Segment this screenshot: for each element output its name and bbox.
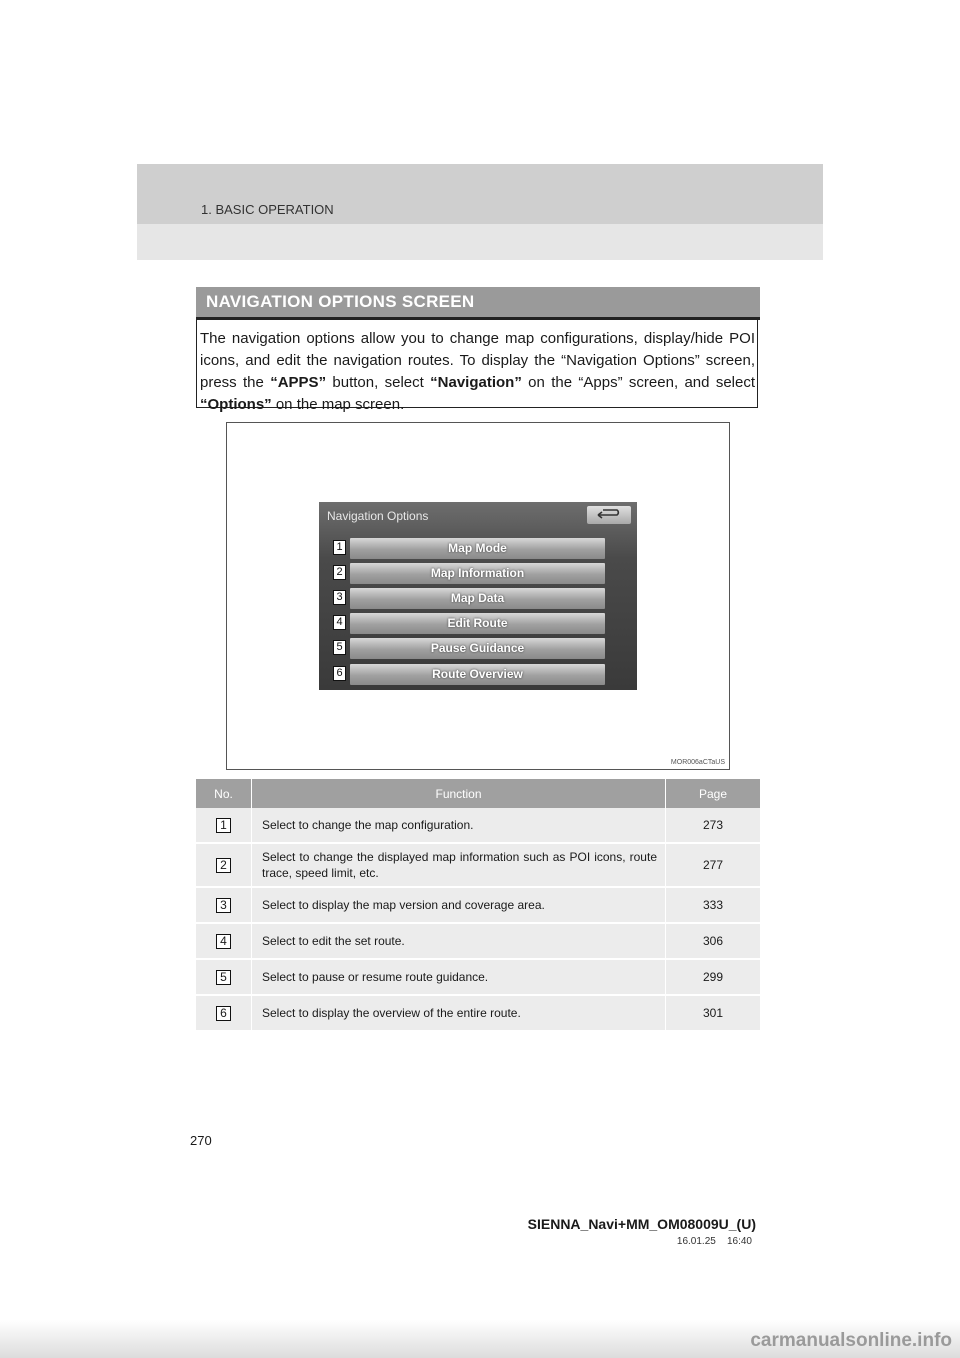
function-text: Select to pause or resume route guidance. (252, 959, 666, 995)
menu-row-edit-route (333, 613, 605, 634)
header-band (137, 164, 823, 260)
edit-route-button[interactable]: Edit Route (350, 613, 605, 634)
function-text: Select to change the displayed map information such as POI icons, route trace, speed limit, etc. (252, 843, 666, 887)
figure-frame (226, 422, 730, 770)
table-row (196, 923, 760, 959)
figure-code: MOR006aCTaUS (670, 759, 725, 766)
page-reference: 299 (666, 959, 761, 995)
map-information-button[interactable]: Map Information (350, 563, 605, 584)
function-text: Select to display the map version and coverage area. (252, 887, 666, 923)
table-row (196, 808, 760, 843)
page-reference: 301 (666, 995, 761, 1031)
number-badge: 4 (333, 615, 346, 630)
column-header-function: Function (252, 779, 666, 808)
menu-row-map-mode (333, 538, 605, 559)
map-data-button[interactable]: Map Data (350, 588, 605, 609)
menu-row-map-data (333, 588, 605, 609)
column-header-page: Page (666, 779, 761, 808)
page-reference: 273 (666, 808, 761, 843)
section-label: 1. BASIC OPERATION (201, 202, 334, 217)
watermark-bar (0, 1320, 960, 1358)
number-badge: 1 (333, 540, 346, 555)
table-header-row (196, 779, 760, 808)
function-table (196, 779, 760, 1032)
page-number: 270 (190, 1133, 212, 1148)
table-row (196, 887, 760, 923)
footer-timestamp: 16.01.25 16:40 (676, 1236, 752, 1247)
number-badge: 2 (333, 565, 346, 580)
column-header-no: No. (196, 779, 252, 808)
table-row (196, 843, 760, 887)
number-badge: 5 (333, 640, 346, 655)
number-badge: 1 (216, 818, 231, 833)
screen-title: Navigation Options (327, 509, 429, 523)
table-row (196, 995, 760, 1031)
menu-row-route-overview (333, 664, 605, 685)
page-reference: 306 (666, 923, 761, 959)
table-row (196, 959, 760, 995)
number-badge: 2 (216, 858, 231, 873)
route-overview-button[interactable]: Route Overview (350, 664, 605, 685)
menu-row-pause-guidance (333, 638, 605, 659)
number-badge: 6 (216, 1006, 231, 1021)
number-badge: 3 (333, 590, 346, 605)
footer-document-id: SIENNA_Navi+MM_OM08009U_(U) (527, 1216, 756, 1232)
map-mode-button[interactable]: Map Mode (350, 538, 605, 559)
number-badge: 3 (216, 898, 231, 913)
return-arrow-icon (595, 509, 623, 521)
back-button[interactable] (587, 506, 631, 524)
page-reference: 333 (666, 887, 761, 923)
section-title-bar (196, 287, 760, 320)
menu-row-map-information (333, 563, 605, 584)
function-text: Select to edit the set route. (252, 923, 666, 959)
number-badge: 6 (333, 666, 346, 681)
page-reference: 277 (666, 843, 761, 887)
watermark-text: carmanualsonline.info (750, 1330, 952, 1351)
pause-guidance-button[interactable]: Pause Guidance (350, 638, 605, 659)
function-text: Select to display the overview of the entire route. (252, 995, 666, 1031)
number-badge: 4 (216, 934, 231, 949)
number-badge: 5 (216, 970, 231, 985)
section-title: NAVIGATION OPTIONS SCREEN (206, 292, 475, 311)
function-text: Select to change the map configuration. (252, 808, 666, 843)
intro-paragraph: The navigation options allow you to change map configurations, display/hide POI icons, and edit the navigation routes. To display the “Navigation Options” screen, press the “APPS” button, select “Navigation” on the “Apps” screen, and select “Options” on the map screen. (196, 320, 758, 408)
navigation-options-screen (319, 502, 637, 690)
header-top-strip (137, 164, 823, 224)
